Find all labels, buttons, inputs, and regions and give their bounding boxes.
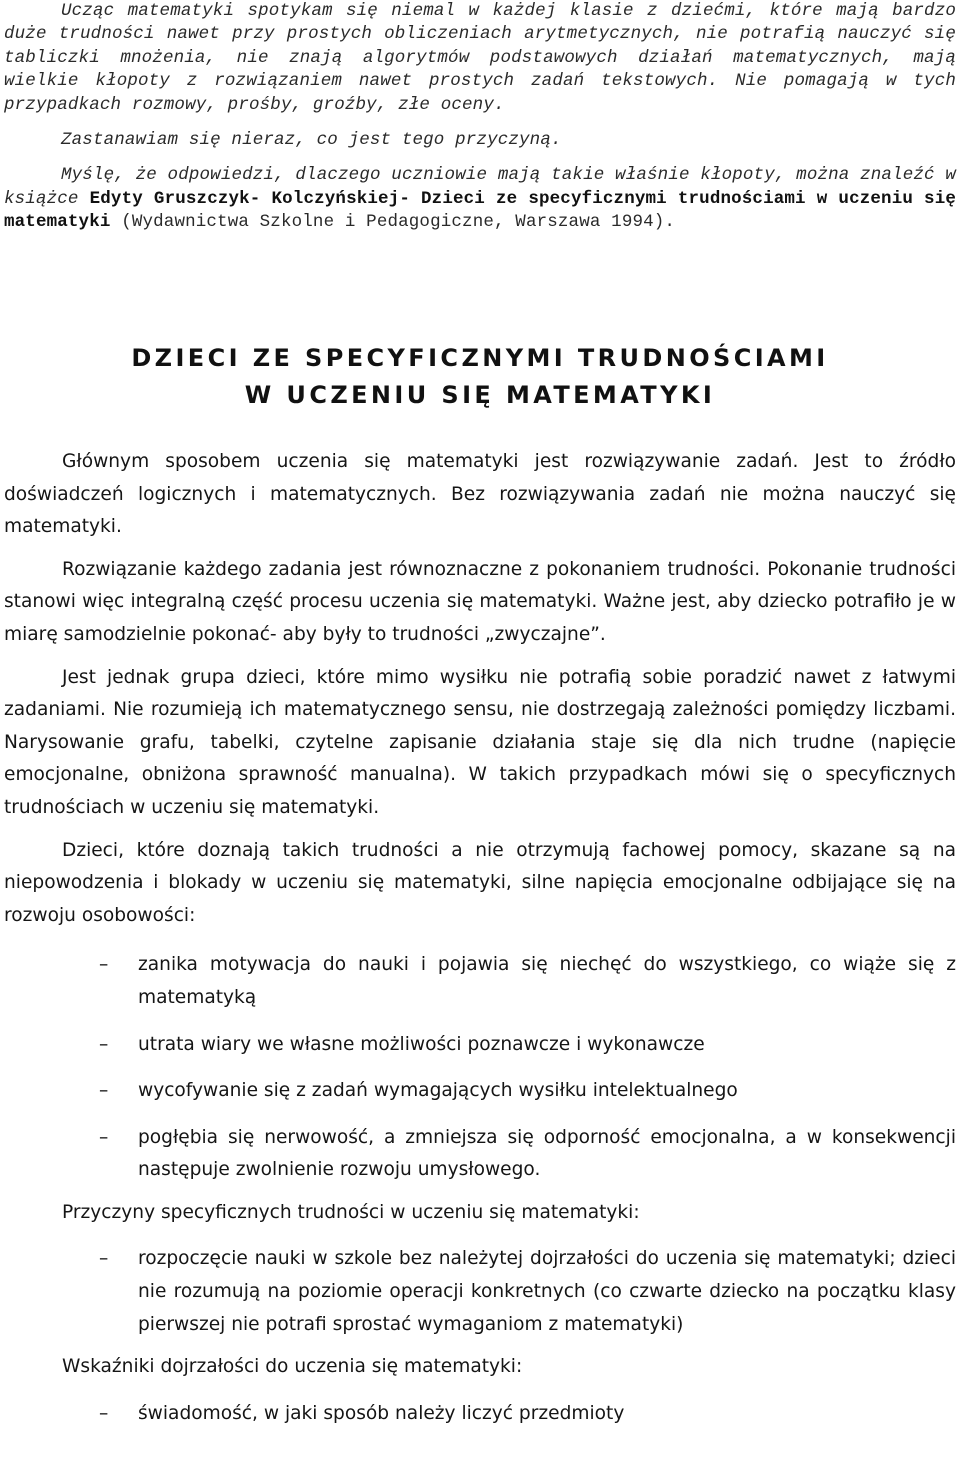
intro-paragraph-3-start: Myślę, że odpowiedzi, dlaczego uczniowie mają takie właśnie kłopoty, można znaleźć w książce (4, 165, 956, 209)
body-paragraph-2: Rozwiązanie każdego zadania jest równoznaczne z pokonaniem trudności. Pokonanie trudności stanowi więc integralną część procesu uczenia się matematyki. Ważne jest, aby dziecko potrafiło je w miarę samodzielnie pokonać- aby były to trudności „zwyczajne”. (4, 558, 956, 645)
causes-list (4, 1243, 956, 1341)
intro-section (4, 0, 956, 235)
body-section (4, 446, 956, 1430)
body-paragraph-3: Jest jednak grupa dzieci, które mimo wysiłku nie potrafią sobie poradzić nawet z łatwymi zadaniami. Nie rozumieją ich matematycznego sensu, nie dostrzegają zależności pomiędzy liczbami. Narysowanie grafu, tabelki, czytelne zapisanie działania staje się dla nich trudne (napięcie emocjonalne, obniżona sprawność manualna). W takich przypadkach mówi się o specyficznych trudnościach w uczeniu się matematyki. (4, 666, 956, 818)
dash-marker: – (99, 1248, 109, 1270)
causes-heading: Przyczyny specyficznych trudności w uczeniu się matematyki: (62, 1201, 640, 1223)
list-item-text: wycofywanie się z zadań wymagających wysiłku intelektualnego (138, 1080, 738, 1102)
list-item-text: pogłębia się nerwowość, a zmniejsza się odporność emocjonalna, a w konsekwencji następuje zwolnienie rozwoju umysłowego. (138, 1126, 956, 1181)
heading-line-2: W UCZENIU SIĘ MATEMATYKI (244, 381, 716, 409)
book-reference: Edyty Gruszczyk- Kolczyńskiej- Dzieci ze specyficznymi trudnościami w uczeniu się matematyki (4, 188, 956, 233)
indicators-list (4, 1398, 956, 1431)
consequences-list (4, 949, 956, 1187)
dash-marker: – (99, 954, 109, 976)
heading-line-1: DZIECI ZE SPECYFICZNYMI TRUDNOŚCIAMI (131, 344, 829, 372)
dash-marker: – (99, 1080, 109, 1102)
list-item-text: rozpoczęcie nauki w szkole bez należytej dojrzałości do uczenia się matematyki; dzieci nie rozumują na poziomie operacji konkretnych (co czwarte dziecko na początku klasy pierwszej nie potrafi sprostać wymaganiom z matematyki) (138, 1248, 956, 1335)
list-item (4, 1075, 956, 1108)
indicators-heading: Wskaźniki dojrzałości do uczenia się matematyki: (62, 1356, 523, 1378)
list-item (4, 949, 956, 1014)
list-item (4, 1029, 956, 1062)
list-item-text: zanika motywacja do nauki i pojawia się niechęć do wszystkiego, co wiąże się z matematyką (138, 954, 956, 1008)
list-item (4, 1243, 956, 1341)
list-item (4, 1398, 956, 1431)
dash-marker: – (99, 1126, 109, 1148)
dash-marker: – (99, 1033, 109, 1055)
list-item-text: utrata wiary we własne możliwości poznawcze i wykonawcze (138, 1033, 705, 1055)
intro-paragraph-3-end: (Wydawnictwa Szkolne i Pedagogiczne, Warszawa 1994). (121, 212, 676, 233)
list-item-text: świadomość, w jaki sposób należy liczyć przedmioty (138, 1402, 625, 1424)
intro-paragraph-3 (4, 164, 956, 234)
section-heading (4, 340, 956, 414)
dash-marker: – (99, 1402, 109, 1424)
list-item (4, 1122, 956, 1187)
body-paragraph-4: Dzieci, które doznają takich trudności a nie otrzymują fachowej pomocy, skazane są na niepowodzenia i blokady w uczeniu się matematyki, silne napięcia emocjonalne odbijające się na rozwoju osobowości: (4, 839, 956, 926)
intro-paragraph-2: Zastanawiam się nieraz, co jest tego przyczyną. (61, 130, 562, 151)
intro-paragraph-1: Ucząc matematyki spotykam się niemal w każdej klasie z dziećmi, które mają bardzo duże trudności nawet przy prostych obliczeniach arytmetycznych, nie potrafią nauczyć się tabliczki mnożenia, nie znają algorytmów podstawowych działań matematycznych, mają wielkie kłopoty z rozwiązaniem nawet prostych zadań tekstowych. Nie pomagają w tych przypadkach rozmowy, prośby, groźby, złe oceny. (4, 1, 956, 115)
body-paragraph-1: Głównym sposobem uczenia się matematyki jest rozwiązywanie zadań. Jest to źródło doświadczeń logicznych i matematycznych. Bez rozwiązywania zadań nie można nauczyć się matematyki. (4, 451, 956, 538)
